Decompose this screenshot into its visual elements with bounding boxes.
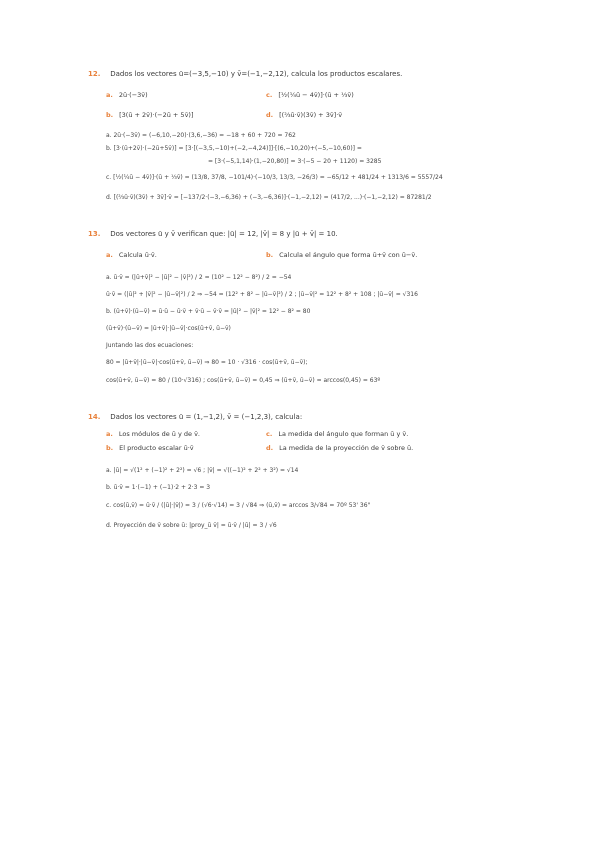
problem-statement: Dados los vectores ū=(−3,5,−10) y v̄=(−1,−2,12), calcula los productos escalares.	[110, 70, 403, 78]
solution-line: b. (ū+v̄)·(ū−v̄) = ū·ū − ū·v̄ + v̄·ū − v̄·v̄ = |ū|² − |v̄|² = 12² − 8² = 80	[106, 308, 311, 315]
solution-line: c. cos(ū,v̄) = ū·v̄ / (|ū|·|v̄|) = 3 / (√6·√14) = 3 / √84 ⇒ (ū,v̄) = arccos 3/√84 = 70º 53' 36"	[106, 502, 371, 509]
solution-line: ū·v̄ = (|ū|² + |v̄|² − |ū−v̄|²) / 2 ⇒ −54 = (12² + 8² − |ū−v̄|²) / 2 ; |ū−v̄|² = 12² + 8² + 108 ; |ū−v̄| = √316	[106, 291, 418, 298]
solution-line: cos(ū+v̄, ū−v̄) = 80 / (10·√316) ; cos(ū+v̄, ū−v̄) = 0,45 ⇒ (ū+v̄, ū−v̄) = arccos(0,45) = 63º	[106, 377, 381, 384]
problem-options	[88, 428, 488, 454]
solution-line: (ū+v̄)·(ū−v̄) = |ū+v̄|·|ū−v̄|·cos(ū+v̄, ū−v̄)	[106, 325, 231, 332]
option-item: b. Calcula el ángulo que forma ū+v̄ con ū−v̄.	[266, 251, 418, 259]
solution-line: d. Proyección de v̄ sobre ū: |proy_ū v̄| = ū·v̄ / |ū| = 3 / √6	[106, 522, 277, 529]
problem-number: 14.	[88, 413, 101, 421]
solution-line: a. 2ū·(−3v̄) = (−6,10,−20)·(3,6,−36) = −18 + 60 + 720 = 762	[106, 132, 296, 139]
option-item: a. 2ū·(−3v̄)	[106, 91, 148, 99]
option-item: a. Los módulos de ū y de v̄.	[106, 430, 200, 438]
option-item: c. La medida del ángulo que forman ū y v̄.	[266, 430, 409, 438]
problem-12	[88, 70, 488, 208]
solution-line: 80 = |ū+v̄|·|ū−v̄|·cos(ū+v̄, ū−v̄) ⇒ 80 = 10 · √316 · cos(ū+v̄, ū−v̄);	[106, 359, 308, 366]
option-item: a. Calcula ū·v̄.	[106, 251, 157, 259]
option-item: b. El producto escalar ū·v̄	[106, 444, 194, 452]
problem-number: 13.	[88, 230, 101, 238]
solution-line: d. [(⅔ū·v̄)(3v̄) + 3v̄]·v̄ = [−137/2·(−3,−6,36) + (−3,−6,36)]·(−1,−2,12) = (417/2, ...)·(−1,−2,12) = 87281/2	[106, 194, 432, 201]
solution-line: a. |ū| = √(1² + (−1)² + 2²) = √6 ; |v̄| = √((−1)² + 2² + 3²) = √14	[106, 467, 299, 474]
option-item: d. La medida de la proyección de v̄ sobre ū.	[266, 444, 414, 452]
problem-14	[88, 413, 488, 536]
solution-line: c. [½(¼ū − 4v̄)]·(ū + ⅓v̄) = (13/8, 37/8, −101/4)·(−10/3, 13/3, −26/3) = −65/12 + 481/24 + 1313/6 = 5557/24	[106, 174, 443, 181]
solution-line: a. ū·v̄ = (|ū+v̄|² − |ū|² − |v̄|²) / 2 = (10² − 12² − 8²) / 2 = −54	[106, 274, 292, 281]
solution-line: b. ū·v̄ = 1·(−1) + (−1)·2 + 2·3 = 3	[106, 484, 211, 491]
problem-statement: Dos vectores ū y v̄ verifican que: |ū| = 12, |v̄| = 8 y |ū + v̄| = 10.	[110, 230, 338, 238]
option-item: c. [½(¼ū − 4v̄)]·(ū + ⅓v̄)	[266, 91, 354, 99]
document-page	[88, 70, 488, 536]
problem-options	[88, 89, 488, 121]
problem-statement: Dados los vectores ū = (1,−1,2), v̄ = (−1,2,3), calcula:	[110, 413, 303, 421]
problem-13	[88, 230, 488, 391]
problem-options	[88, 249, 488, 261]
solution-line: = [3·(−5,1,14)·(1,−20,80)] = 3·(−5 − 20 + 1120) = 3285	[208, 158, 382, 165]
option-item: b. [3(ū + 2v̄)·(−2ū + 5v̄)]	[106, 111, 194, 119]
problem-number: 12.	[88, 70, 101, 78]
option-item: d. [(⅔ū·v̄)(3v̄) + 3v̄]·v̄	[266, 111, 343, 119]
solution-line: Juntando las dos ecuaciones:	[106, 342, 194, 349]
solution-line: b. [3·(ū+2v̄)·(−2ū+5v̄)] = [3·[(−3,5,−10)+(−2,−4,24)]]·[(6,−10,20)+(−5,−10,60)] =	[106, 145, 362, 152]
